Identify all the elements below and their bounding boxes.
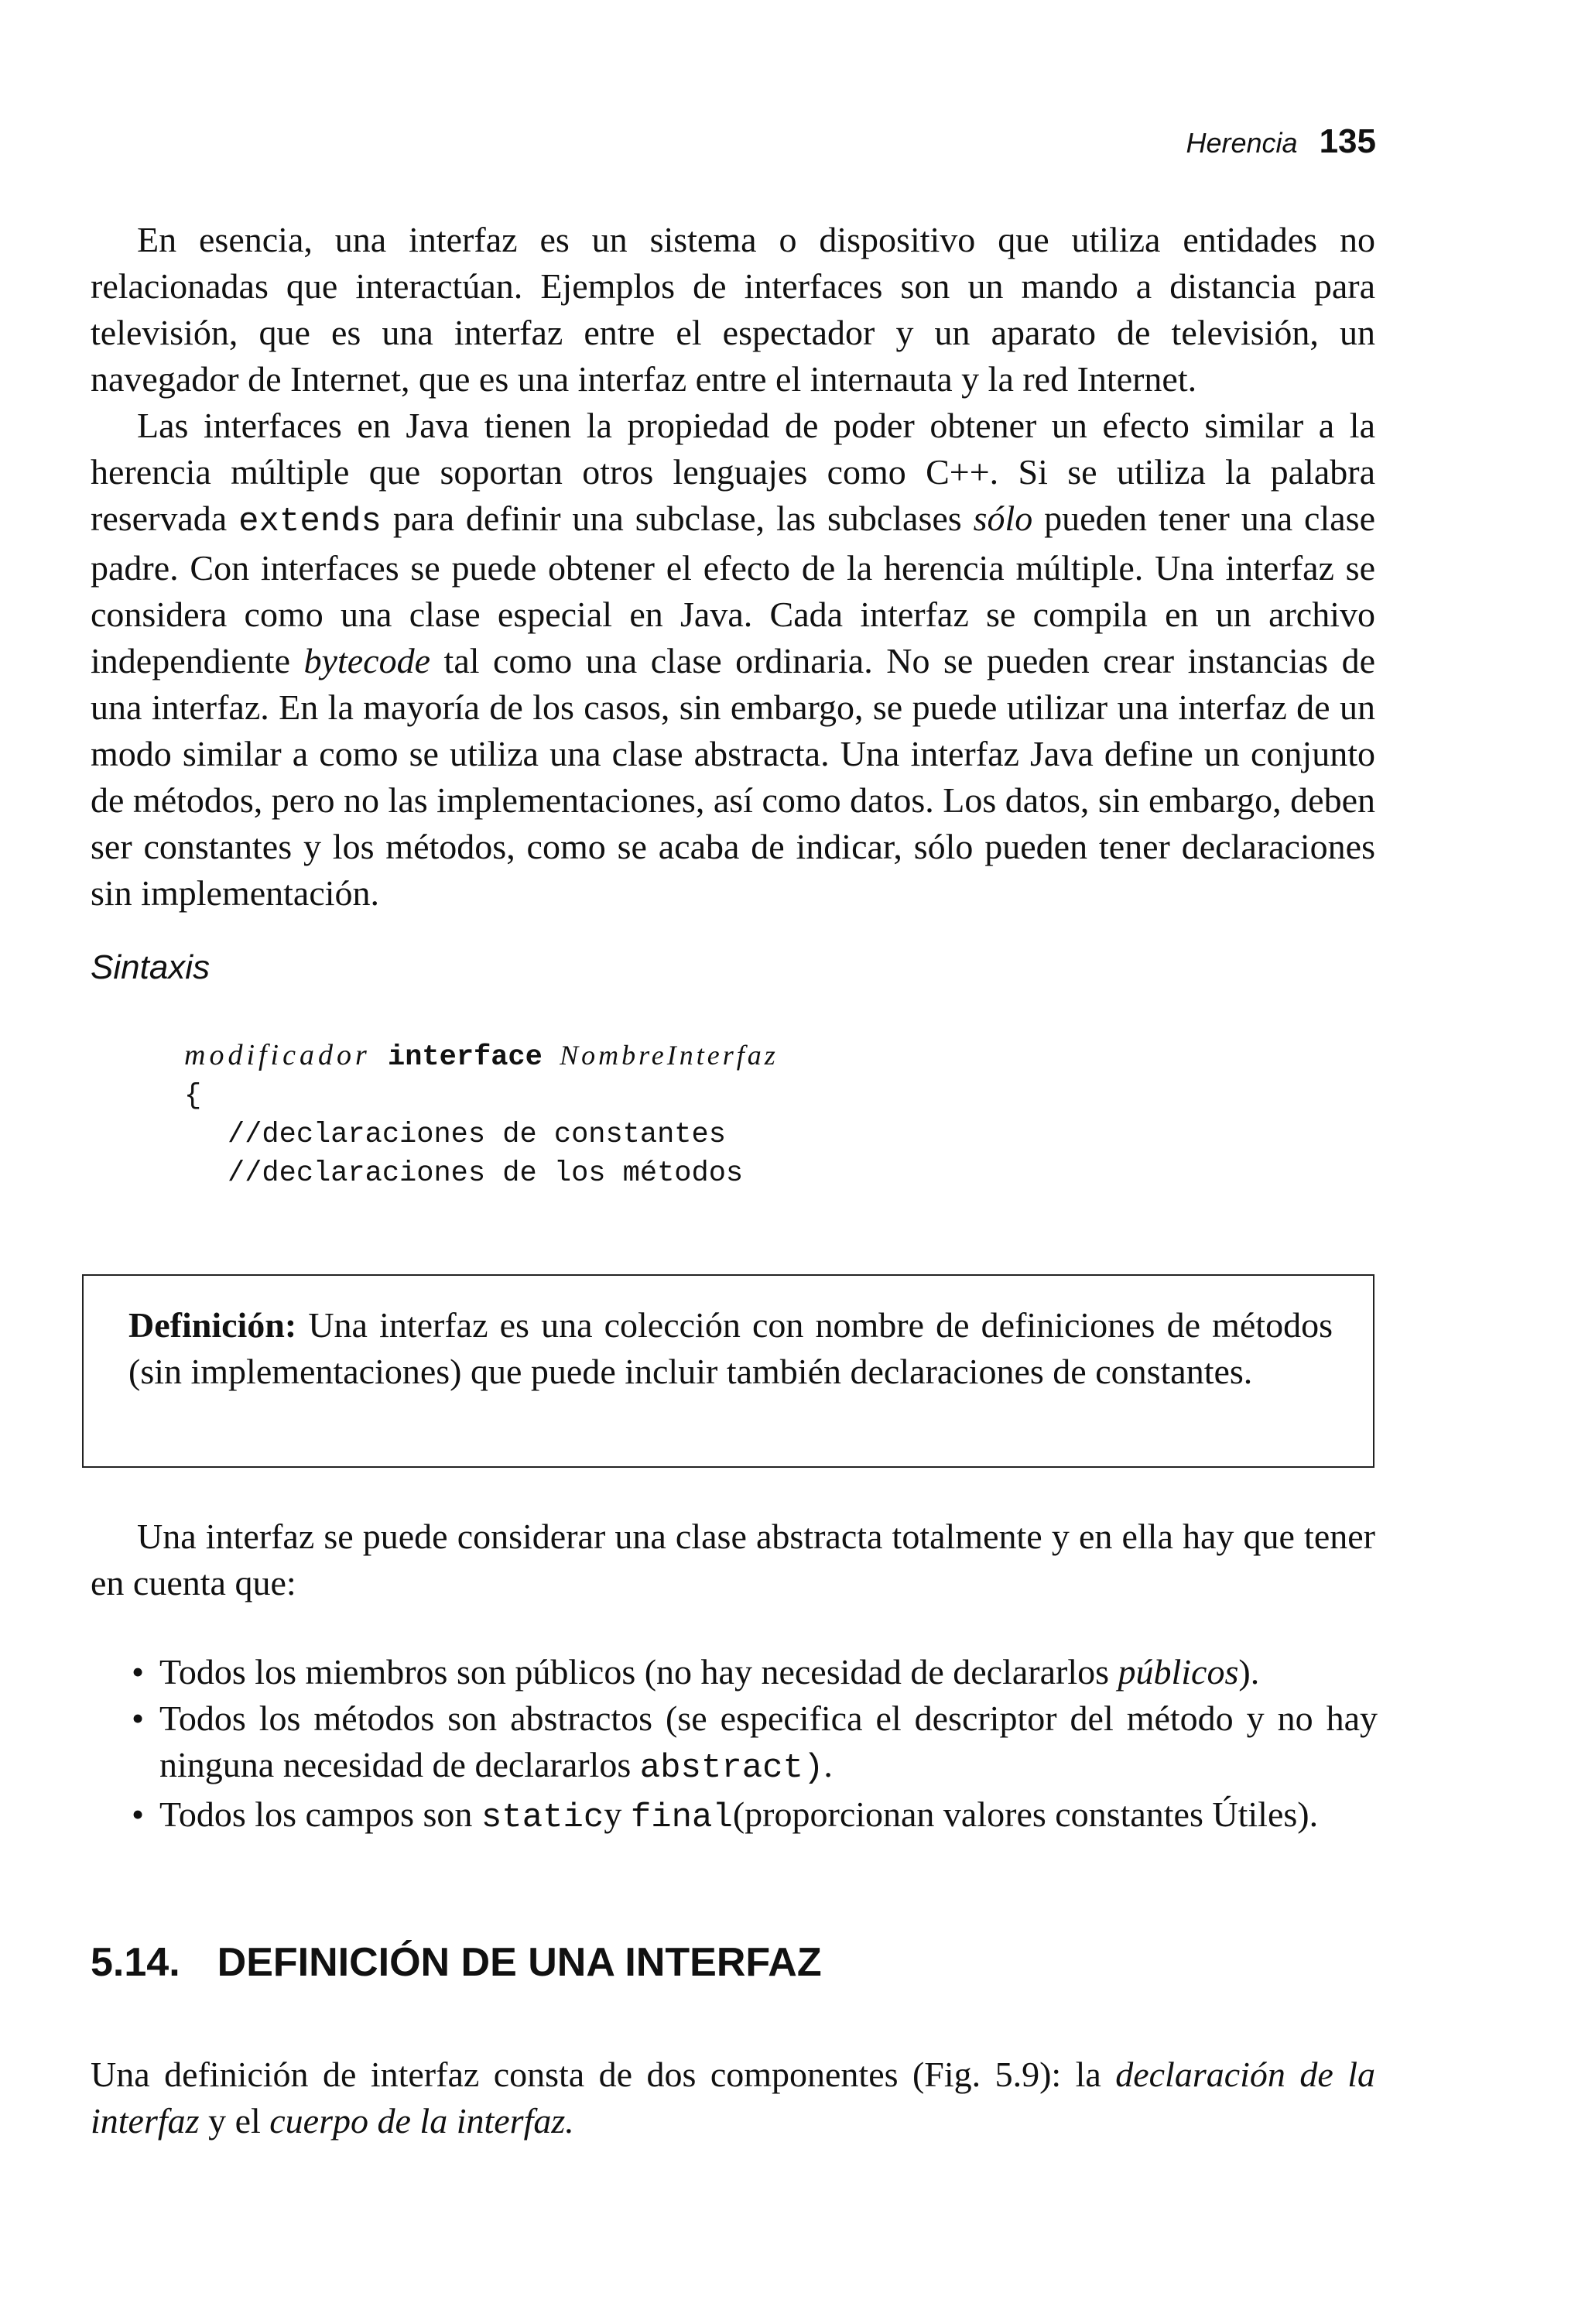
code-static: static xyxy=(481,1798,604,1837)
code-interface-name: NombreInterfaz xyxy=(560,1040,779,1071)
emphasis-publicos: públicos xyxy=(1118,1652,1239,1692)
text-run: pueden tener una clase padre. Con interfaces se puede obtener el efecto de la herencia múltiple. Una interfaz se considera como una clase especial en Java. Cada interfaz se compila en un archivo independiente xyxy=(91,499,1375,680)
section-heading xyxy=(91,1939,822,1986)
code-comment-constants: //declaraciones de constantes xyxy=(228,1119,726,1151)
bullet-glyph: • xyxy=(132,1698,145,1738)
code-modifier: modificador xyxy=(184,1039,371,1071)
definition-text xyxy=(128,1302,1333,1395)
text-run: y xyxy=(604,1794,631,1834)
definition-lead: Definición: xyxy=(128,1305,297,1345)
running-head-section: Herencia xyxy=(1186,127,1298,159)
page-number: 135 xyxy=(1319,122,1376,160)
emphasis-solo: sólo xyxy=(973,499,1033,538)
definition-body: Una interfaz es una colección con nombre de definiciones de métodos (sin implementaciones) que puede incluir también declaraciones de constantes. xyxy=(128,1305,1333,1391)
text-run: (proporcionan valores constantes Útiles). xyxy=(732,1794,1319,1834)
text-run: Todos los campos son xyxy=(159,1794,481,1834)
code-final: final xyxy=(630,1798,733,1837)
definition-box xyxy=(82,1274,1374,1468)
paragraph-interfaz-esencia: En esencia, una interfaz es un sistema o dispositivo que utiliza entidades no relacionadas que interactúan. Ejemplos de interfaces son un mando a distancia para televisión, que es una interfaz entre el espectador y un aparato de televisión, un navegador de Internet, que es una interfaz entre el internauta y la red Internet. xyxy=(91,220,1375,399)
section-title: DEFINICIÓN DE UNA INTERFAZ xyxy=(217,1940,822,1985)
text-run: Todos los miembros son públicos (no hay necesidad de declararlos xyxy=(159,1652,1118,1692)
paragraph-interfaces-java xyxy=(91,403,1375,917)
emphasis-declaracion: declaración de la interfaz xyxy=(91,2055,1375,2141)
text-run: ). xyxy=(1238,1652,1260,1692)
section-number: 5.14. xyxy=(91,1940,180,1985)
list-item xyxy=(132,1649,1378,1695)
bullet-glyph: • xyxy=(132,1794,145,1834)
paragraph-definicion-interfaz xyxy=(91,2051,1375,2144)
bullet-list xyxy=(132,1649,1378,1841)
text-run: Una definición de interfaz consta de dos componentes (Fig. 5.9): la xyxy=(91,2055,1116,2094)
code-brace: { xyxy=(184,1080,202,1112)
syntax-label: Sintaxis xyxy=(91,948,211,986)
bullet-glyph: • xyxy=(132,1652,145,1692)
code-extends: extends xyxy=(238,502,382,541)
emphasis-bytecode: bytecode xyxy=(303,641,430,680)
code-keyword: interface xyxy=(388,1041,543,1074)
list-item xyxy=(132,1791,1378,1841)
code-abstract: abstract) xyxy=(639,1749,824,1788)
running-head xyxy=(1186,122,1377,161)
text-run: y el xyxy=(199,2101,270,2141)
code-comment-methods: //declaraciones de los métodos xyxy=(228,1157,744,1190)
syntax-code-block xyxy=(184,1036,779,1193)
text-run: Todos los métodos son abstractos (se especifica el descriptor del método y no hay ninguna necesidad de declararlos xyxy=(159,1698,1378,1784)
paragraph-clase-abstracta: Una interfaz se puede considerar una clase abstracta totalmente y en ella hay que tener en cuenta que: xyxy=(91,1517,1375,1602)
text-run: . xyxy=(823,1745,833,1784)
text-run: para definir una subclase, las subclases xyxy=(381,499,974,538)
emphasis-cuerpo: cuerpo de la interfaz. xyxy=(269,2101,574,2141)
text-run: Las interfaces en Java tienen la propiedad de poder obtener un efecto similar a la herencia múltiple que soportan otros lenguajes como C++. Si se utiliza la palabra reservada xyxy=(91,406,1375,538)
text-run: tal como una clase ordinaria. No se pueden crear instancias de una interfaz. En la mayoría de los casos, sin embargo, se puede utilizar una interfaz de un modo similar a como se utiliza una clase abstracta. Una interfaz Java define un conjunto de métodos, pero no las implementaciones, así como datos. Los datos, sin embargo, deben ser constantes y los métodos, como se acaba de indicar, sólo pueden tener declaraciones sin implementación. xyxy=(91,641,1375,913)
list-item xyxy=(132,1695,1378,1791)
